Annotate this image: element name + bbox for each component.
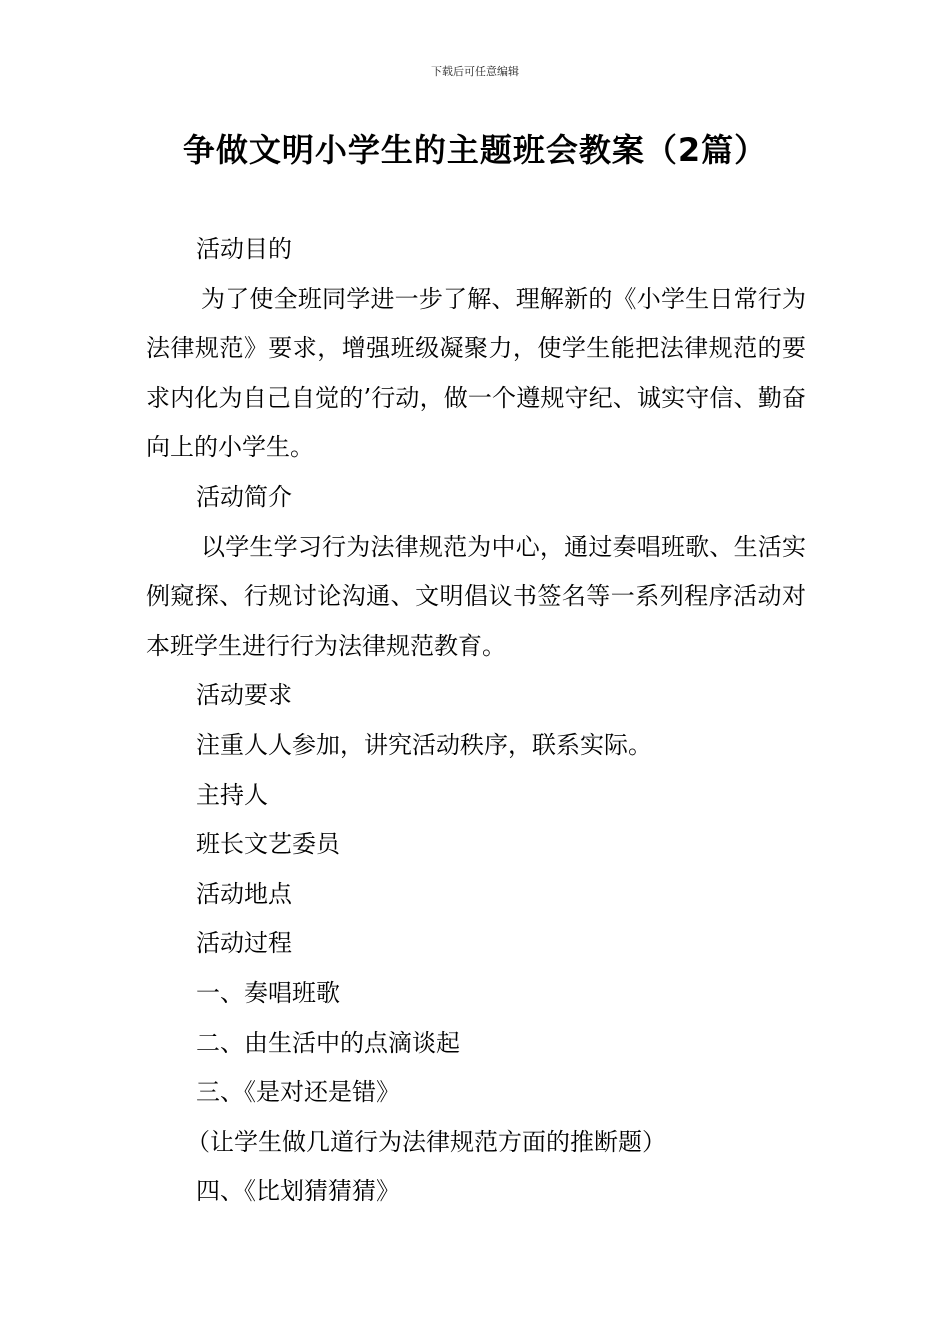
heading-location: 活动地点 [196, 879, 292, 908]
paragraph-intro: 以学生学习行为法律规范为中心，通过奏唱班歌、生活实例窥探、行规讨论沟通、文明倡议书签名等一系列程序活动对本班学生进行行为法律规范教育。 [146, 532, 806, 660]
process-step-4: 四、《比划猜猜猜》 [196, 1177, 400, 1206]
paragraph-host: 班长文艺委员 [196, 830, 340, 859]
document-body [146, 225, 806, 1217]
paragraph-purpose: 为了使全班同学进一步了解、理解新的《小学生日常行为法律规范》要求，增强班级凝聚力，使学生能把法律规范的要求内化为自己自觉的’行动，做一个遵规守纪、诚实守信、勤奋向上的小学生。 [146, 284, 806, 462]
heading-intro: 活动简介 [196, 482, 292, 511]
heading-process: 活动过程 [196, 929, 292, 958]
heading-purpose: 活动目的 [196, 235, 292, 263]
heading-requirement: 活动要求 [196, 681, 292, 710]
paragraph-requirement: 注重人人参加，讲究活动秩序，联系实际。 [196, 730, 652, 759]
process-step-2: 二、由生活中的点滴谈起 [196, 1028, 460, 1057]
heading-host: 主持人 [196, 780, 268, 809]
process-step-3-note: （让学生做几道行为法律规范方面的推断题） [186, 1127, 666, 1156]
header-note: 下载后可任意编辑 [431, 65, 519, 78]
document-title: 争做文明小学生的主题班会教案（2篇） [182, 131, 768, 169]
process-step-3: 三、《是对还是错》 [196, 1078, 400, 1107]
process-step-1: 一、奏唱班歌 [196, 978, 340, 1007]
